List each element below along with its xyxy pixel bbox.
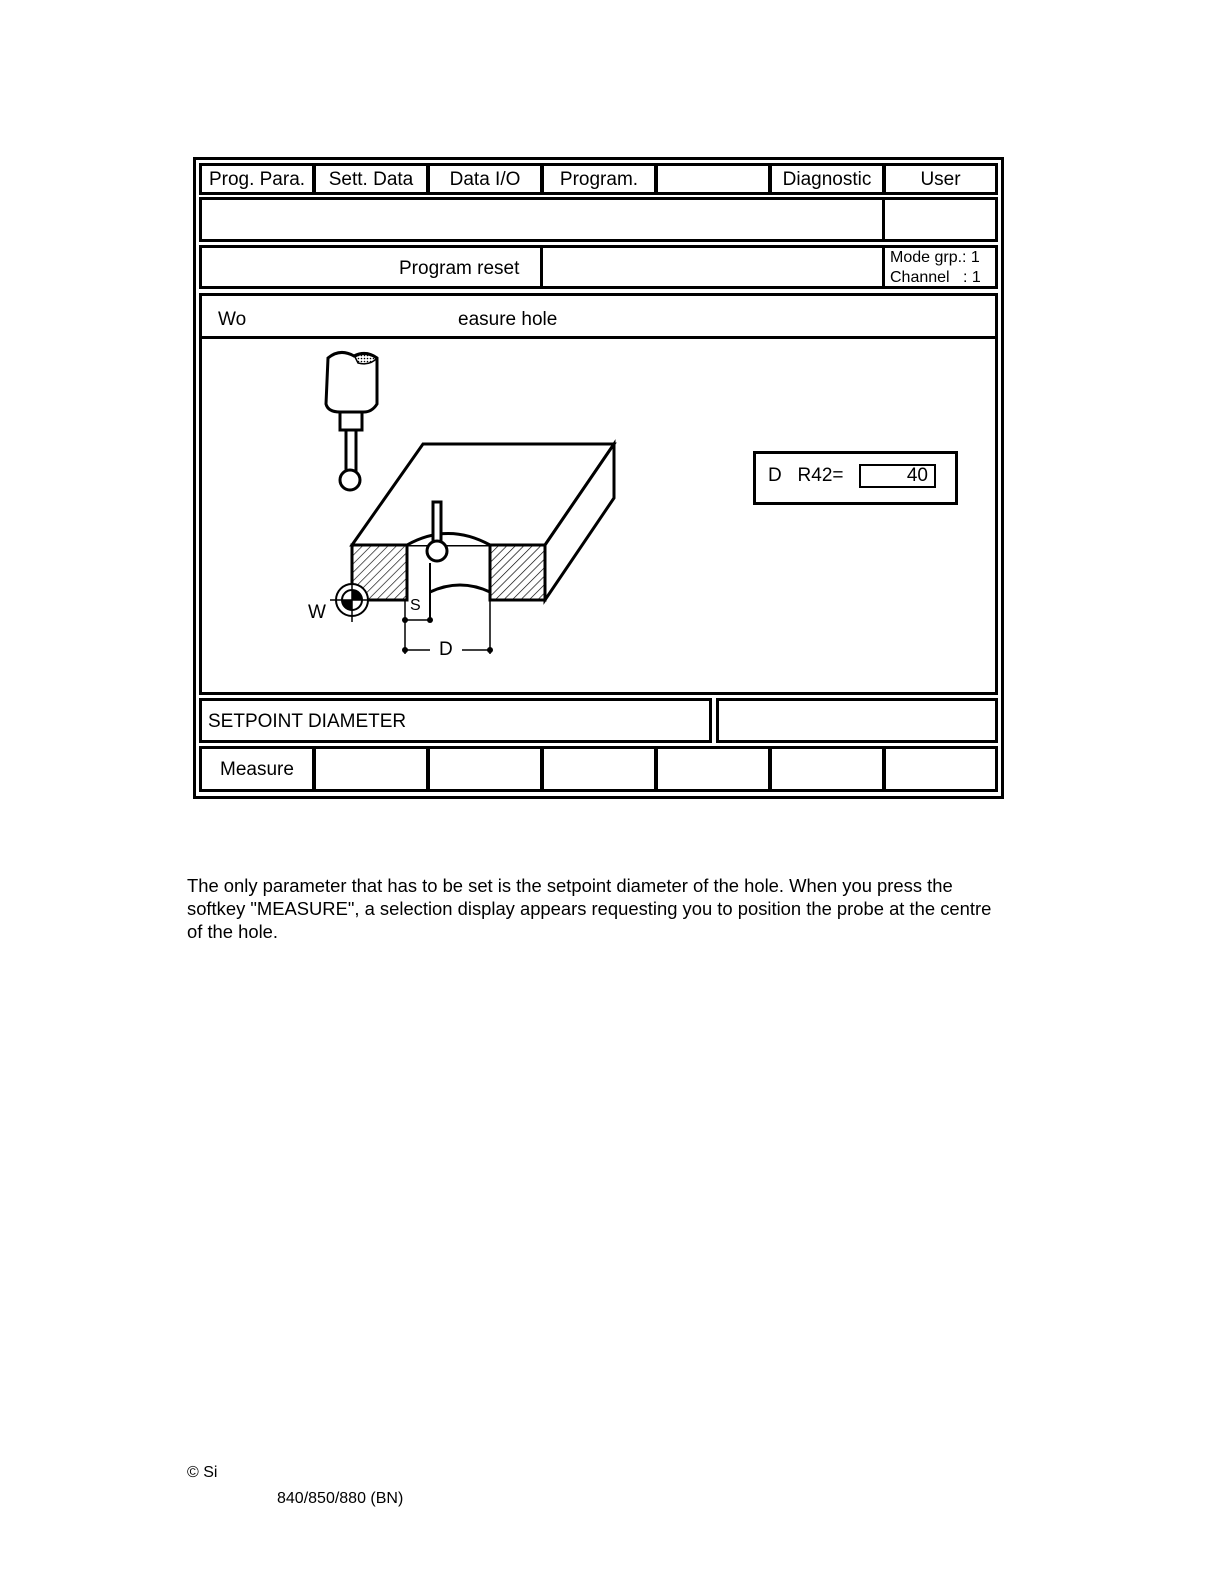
probe-icon xyxy=(326,352,377,490)
workpiece-icon xyxy=(352,444,614,620)
label-s: S xyxy=(410,597,421,614)
tab-sett-data[interactable]: Sett. Data xyxy=(313,163,429,195)
tab-data-io[interactable]: Data I/O xyxy=(427,163,543,195)
panel-title-right: easure hole xyxy=(458,309,558,330)
program-state-label: Program reset xyxy=(399,258,520,279)
footer-copyright: © Si xyxy=(187,1464,218,1481)
softkey-4[interactable] xyxy=(541,746,657,792)
diameter-input[interactable]: 40 xyxy=(859,464,936,488)
mode-group-label: Mode grp.: 1 xyxy=(890,249,980,266)
body-paragraph: The only parameter that has to be set is the setpoint diameter of the hole. When you press the softkey "MEASURE", a selection display appears requesting you to position the probe at the centre of the hole. xyxy=(187,875,992,942)
tab-diagnostic[interactable]: Diagnostic xyxy=(769,163,885,195)
tab-prog-para[interactable]: Prog. Para. xyxy=(199,163,315,195)
softkey-2[interactable] xyxy=(313,746,429,792)
softkey-5[interactable] xyxy=(655,746,771,792)
input-line xyxy=(716,698,998,743)
softkey-measure[interactable]: Measure xyxy=(199,746,315,792)
label-d: D xyxy=(439,639,453,660)
tab-program[interactable]: Program. xyxy=(541,163,657,195)
prompt-text: SETPOINT DIAMETER xyxy=(208,711,407,732)
footer-model: 840/850/880 (BN) xyxy=(277,1490,404,1507)
tab-user[interactable]: User xyxy=(883,163,998,195)
softkey-3[interactable] xyxy=(427,746,543,792)
parameter-label: D R42= xyxy=(768,465,844,486)
panel-title-left: Wo xyxy=(218,309,247,330)
label-w: W xyxy=(308,602,326,623)
softkey-6[interactable] xyxy=(769,746,885,792)
softkey-7[interactable] xyxy=(883,746,998,792)
channel-label: Channel : 1 xyxy=(890,269,981,286)
